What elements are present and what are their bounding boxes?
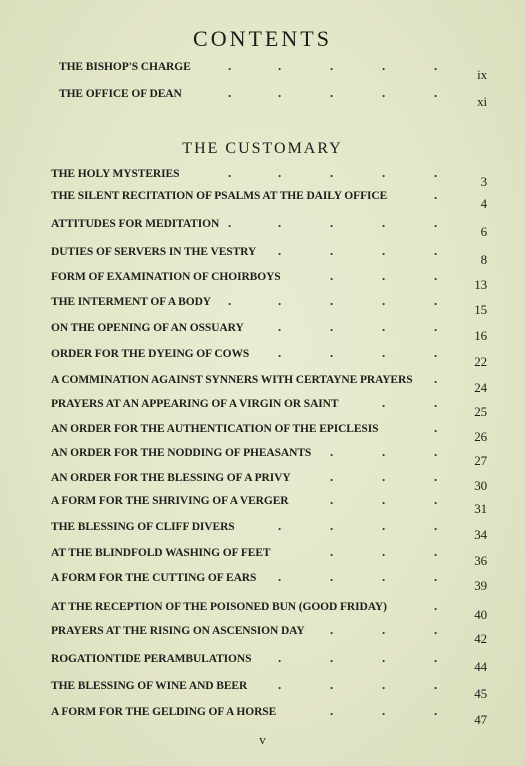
leader-dot: . [382,319,386,334]
toc-entry[interactable] [51,492,487,516]
toc-entry-title: THE BISHOP'S CHARGE [59,61,191,73]
leader-dot: . [382,165,386,180]
toc-page-number: 30 [474,478,487,493]
leader-dot: . [228,58,232,73]
toc-entry-title: PRAYERS AT AN APPEARING OF A VIRGIN OR SAINT [51,398,339,410]
leader-dot: . [382,268,386,283]
toc-entry[interactable] [51,187,487,211]
leader-dot: . [434,544,438,559]
toc-entry[interactable] [51,469,487,493]
leader-dot: . [434,165,438,180]
leader-dot: . [434,187,438,202]
toc-entry-title: THE BLESSING OF CLIFF DIVERS [51,521,235,533]
leader-dot: . [330,444,334,459]
leader-dot: . [278,85,282,100]
toc-entry-title: AN ORDER FOR THE AUTHENTICATION OF THE EPICLESIS [51,423,379,435]
toc-entry[interactable] [51,371,487,395]
toc-entry[interactable] [51,622,487,646]
toc-page-number: ix [477,67,487,82]
leader-dot: . [382,58,386,73]
toc-page-number: xi [477,94,487,109]
toc-entry[interactable] [51,243,487,267]
leader-dot: . [330,518,334,533]
leader-dot: . [434,650,438,665]
leader-dot: . [278,165,282,180]
leader-dot: . [382,85,386,100]
page-folio: v [259,732,266,747]
toc-page-number: 42 [474,631,487,646]
toc-entry[interactable] [51,650,487,674]
contents-heading: CONTENTS [193,26,332,51]
toc-page-number: 4 [480,196,487,211]
leader-dot: . [382,569,386,584]
leader-dot: . [382,243,386,258]
toc-page-number: 31 [474,501,487,516]
leader-dot: . [434,444,438,459]
leader-dot: . [382,492,386,507]
toc-entry-title: ATTITUDES FOR MEDITATION [51,218,220,230]
toc-entry-title: FORM OF EXAMINATION OF CHOIRBOYS [51,271,281,283]
toc-page-number: 22 [474,354,487,369]
leader-dot: . [434,215,438,230]
toc-entry-title: A FORM FOR THE CUTTING OF EARS [51,572,257,584]
leader-dot: . [434,319,438,334]
toc-entry[interactable] [59,85,487,109]
leader-dot: . [330,703,334,718]
toc-entry[interactable] [51,677,487,701]
toc-entry[interactable] [51,165,487,189]
leader-dot: . [330,85,334,100]
leader-dot: . [278,569,282,584]
leader-dot: . [330,469,334,484]
leader-dot: . [382,703,386,718]
toc-page-number: 16 [474,328,487,343]
leader-dot: . [382,293,386,308]
leader-dot: . [330,622,334,637]
toc-entry-title: ORDER FOR THE DYEING OF COWS [51,348,250,360]
toc-entry[interactable] [51,703,487,727]
toc-entry[interactable] [51,268,487,292]
leader-dot: . [330,165,334,180]
toc-entry-title: THE BLESSING OF WINE AND BEER [51,680,248,692]
toc-entry-title: AT THE RECEPTION OF THE POISONED BUN (GOOD FRIDAY) [51,601,387,613]
leader-dot: . [330,345,334,360]
toc-entry-title: A FORM FOR THE SHRIVING OF A VERGER [51,495,289,507]
leader-dot: . [434,677,438,692]
leader-dot: . [434,58,438,73]
toc-entry-title: ROGATIONTIDE PERAMBULATIONS [51,653,252,665]
leader-dot: . [382,469,386,484]
toc-entry[interactable] [51,420,487,444]
toc-entry[interactable] [51,215,487,239]
toc-entry[interactable] [51,569,487,593]
leader-dot: . [382,395,386,410]
toc-page-number: 40 [474,607,487,622]
toc-entry-title: THE SILENT RECITATION OF PSALMS AT THE DAILY OFFICE [51,190,388,202]
leader-dot: . [330,492,334,507]
leader-dot: . [228,85,232,100]
leader-dot: . [278,293,282,308]
toc-page-number: 44 [474,659,487,674]
toc-entry[interactable] [51,395,487,419]
toc-entry-title: AT THE BLINDFOLD WASHING OF FEET [51,547,271,559]
toc-page-number: 24 [474,380,487,395]
toc-entry-title: AN ORDER FOR THE BLESSING OF A PRIVY [51,472,291,484]
toc-page-number: 26 [474,429,487,444]
leader-dot: . [382,650,386,665]
toc-entry-title: A FORM FOR THE GELDING OF A HORSE [51,706,277,718]
leader-dot: . [434,569,438,584]
toc-entry[interactable] [51,293,487,317]
leader-dot: . [330,544,334,559]
leader-dot: . [330,650,334,665]
toc-entry[interactable] [51,444,487,468]
toc-entry[interactable] [51,345,487,369]
leader-dot: . [330,243,334,258]
toc-page-number: 45 [474,686,487,701]
leader-dot: . [434,598,438,613]
leader-dot: . [228,215,232,230]
toc-page-number: 3 [480,174,487,189]
leader-dot: . [278,650,282,665]
leader-dot: . [382,444,386,459]
leader-dot: . [330,677,334,692]
leader-dot: . [330,319,334,334]
leader-dot: . [434,345,438,360]
toc-entry-title: THE HOLY MYSTERIES [51,168,180,180]
leader-dot: . [330,58,334,73]
toc-page-number: 25 [474,404,487,419]
leader-dot: . [434,420,438,435]
leader-dot: . [434,703,438,718]
leader-dot: . [278,215,282,230]
leader-dot: . [434,268,438,283]
toc-entry-title: DUTIES OF SERVERS IN THE VESTRY [51,246,257,258]
leader-dot: . [434,243,438,258]
leader-dot: . [278,677,282,692]
leader-dot: . [434,371,438,386]
toc-entry-title: AN ORDER FOR THE NODDING OF PHEASANTS [51,447,312,459]
toc-entry-title: ON THE OPENING OF AN OSSUARY [51,322,244,334]
toc-page-number: 47 [474,712,487,727]
toc-page-number: 27 [474,453,487,468]
toc-entry-title: THE INTERMENT OF A BODY [51,296,212,308]
leader-dot: . [330,268,334,283]
leader-dot: . [434,518,438,533]
toc-entry[interactable] [51,598,487,622]
toc-page-number: 6 [480,224,487,239]
leader-dot: . [382,622,386,637]
toc-page-number: 34 [474,527,487,542]
toc-page-number: 39 [474,578,487,593]
toc-entry-title: A COMMINATION AGAINST SYNNERS WITH CERTAYNE PRAYERS [51,374,413,386]
leader-dot: . [382,345,386,360]
leader-dot: . [382,215,386,230]
leader-dot: . [278,243,282,258]
toc-entry-title: THE OFFICE OF DEAN [59,88,182,100]
leader-dot: . [278,58,282,73]
toc-page-number: 8 [480,252,487,267]
leader-dot: . [434,492,438,507]
toc-page-number: 15 [474,302,487,317]
toc-entry[interactable] [51,319,487,343]
leader-dot: . [330,293,334,308]
toc-page-number: 13 [474,277,487,292]
leader-dot: . [278,319,282,334]
toc-entry-title: PRAYERS AT THE RISING ON ASCENSION DAY [51,625,305,637]
leader-dot: . [278,345,282,360]
toc-entry[interactable] [51,544,487,568]
toc-entry[interactable] [51,518,487,542]
leader-dot: . [278,518,282,533]
leader-dot: . [382,677,386,692]
customary-heading: THE CUSTOMARY [182,140,343,157]
leader-dot: . [228,165,232,180]
leader-dot: . [382,544,386,559]
leader-dot: . [330,569,334,584]
leader-dot: . [382,518,386,533]
leader-dot: . [330,215,334,230]
toc-page-number: 36 [474,553,487,568]
toc-entry[interactable] [59,58,487,82]
leader-dot: . [434,395,438,410]
leader-dot: . [228,293,232,308]
leader-dot: . [434,469,438,484]
leader-dot: . [434,293,438,308]
leader-dot: . [434,85,438,100]
leader-dot: . [434,622,438,637]
